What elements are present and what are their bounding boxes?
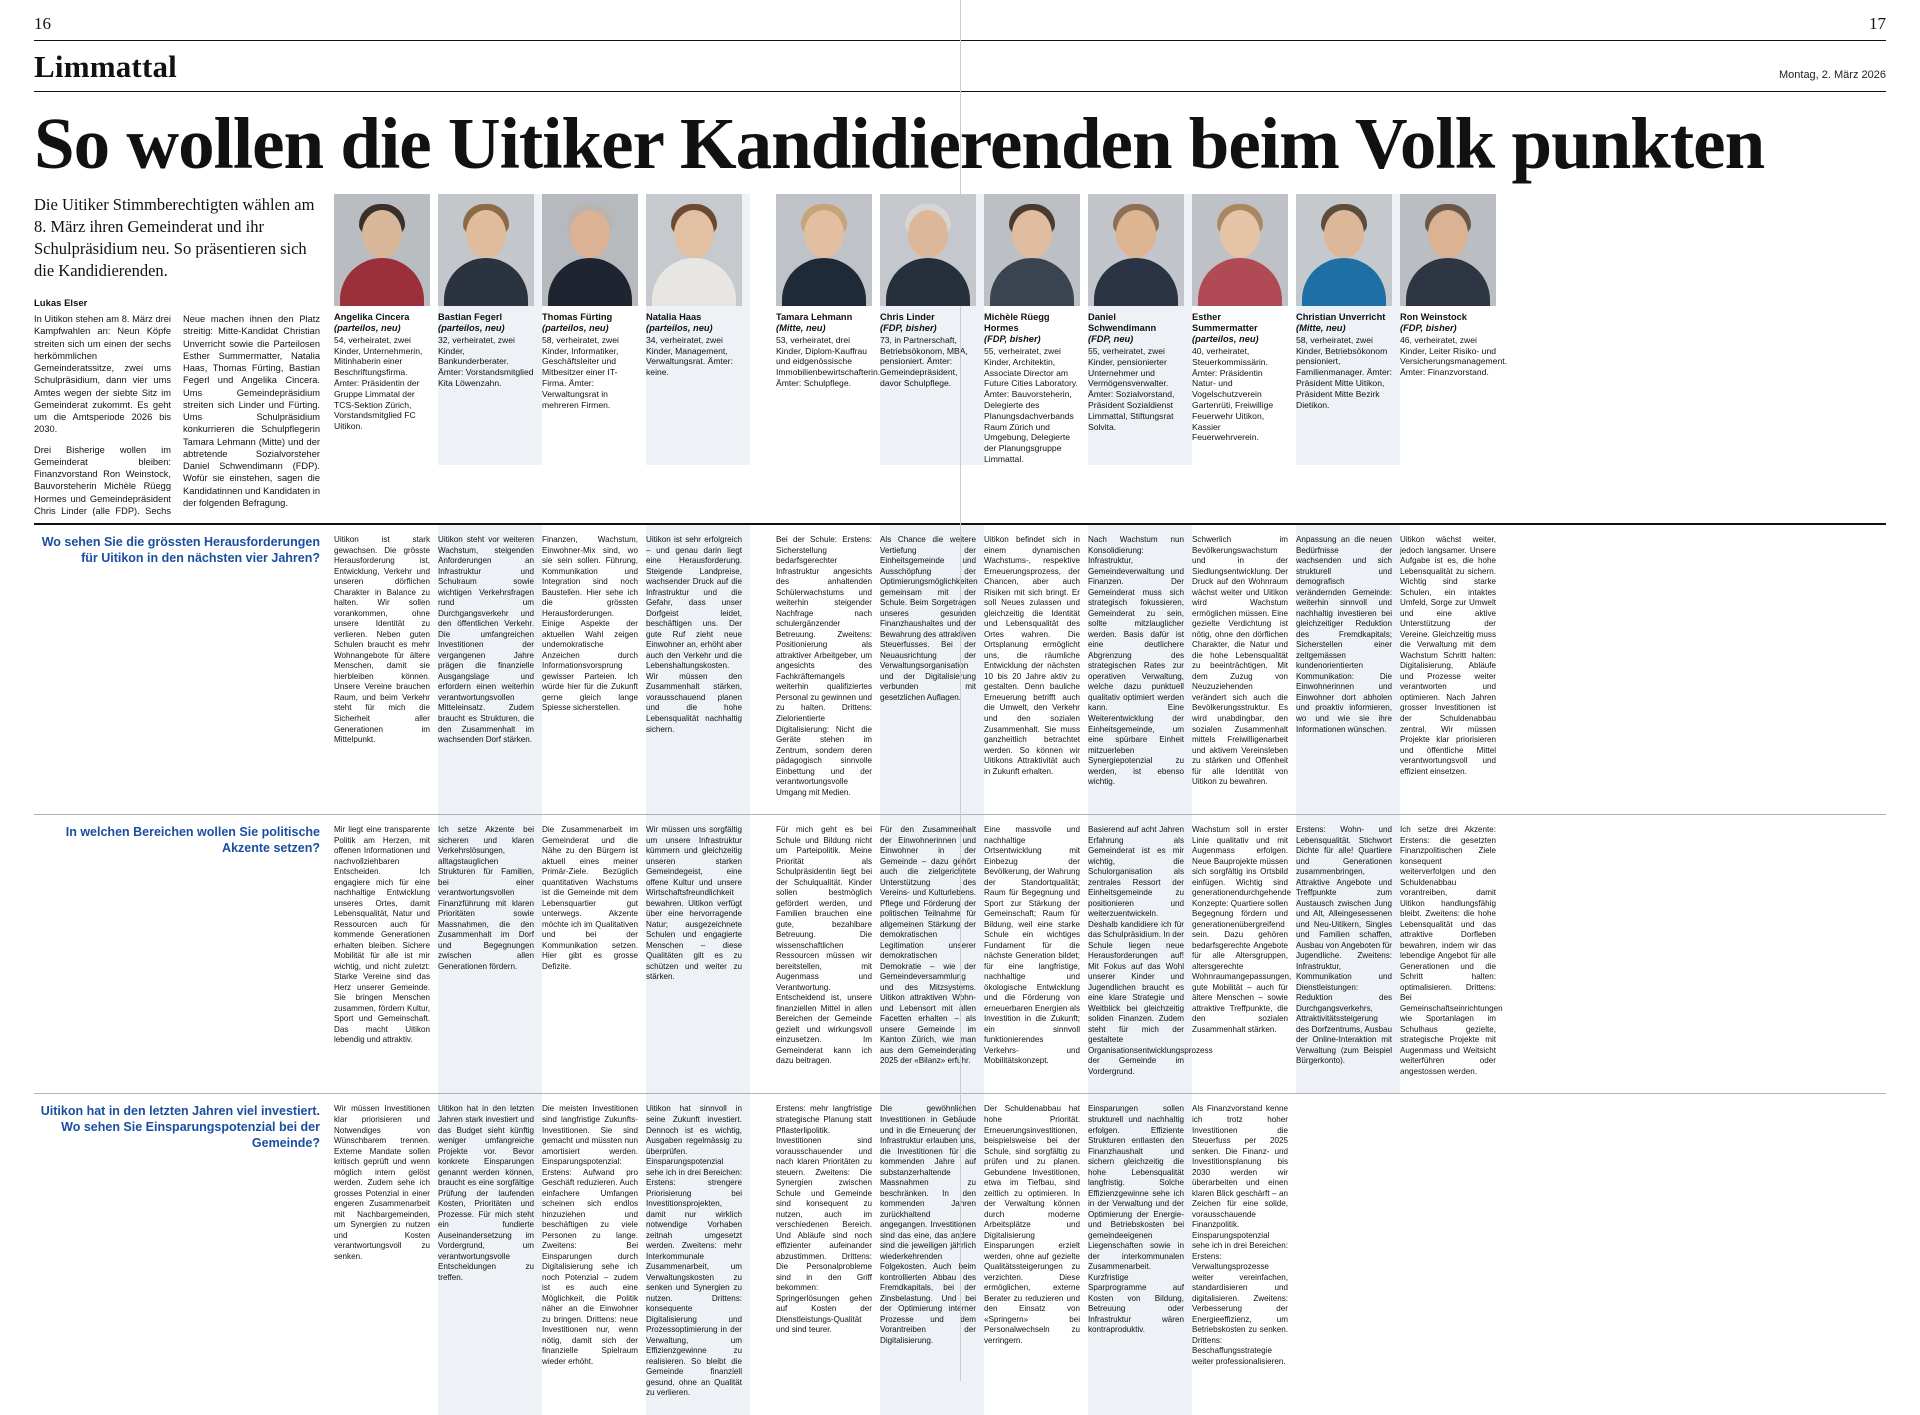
candidate-party: (FDP, bisher) [984,333,1041,344]
folio-left: 16 [34,14,51,33]
answer-cell: Uitikon ist sehr erfolgreich – und genau darin liegt eine Herausforderung. Steigende Landpreise, wachsender Druck auf die Infrastruktur und die Gefahr, dass unser Dorfgeist leidet, beschäftigen uns. Der gute Ruf zieht neue Einwohner an, erhöht aber auch den Verkehr und die Lebenshaltungskosten. Wir müssen den Zusammenhalt stärken, vorausschauend planen und die hohe Lebensqualität nachhaltig sichern. [646,525,750,814]
candidate-photo [776,194,872,306]
answer-cell: Wir müssen Investitionen klar priorisieren und Notwendiges von Wünschbarem trennen. Externe Mandate sollen kritisch geprüft und wenn möglich intern gelöst werden. Zudem sehe ich grosses Potenzial in einer engeren Zusammenarbeit mit Nachbargemeinden, um Synergien zu nutzen und Kosten verantwortungsvoll zu senken. [334,1104,430,1261]
column-gutter [750,194,776,465]
candidate-name: Natalia Haas [646,311,702,322]
candidate-photo [542,194,638,306]
candidate-party: (parteilos, neu) [438,322,505,333]
answer-cell: Uitikon befindet sich in einem dynamischen Wachstums-, respektive Erneuerungsprozess, der Chancen, aber auch Risiken mit sich bringt. Er soll Neues zulassen und gleichzeitig die Identität und Lebensqualität des Ortes wahren. Die Ortsplanung ermöglicht uns, die räumliche Entwicklung der nächsten 10 bis 20 Jahre aktiv zu gestalten. Denn bauliche Erneuerung betrifft auch die Umwelt, den Verkehr und den sozialen Zusammenhalt. Sie muss ganzheitlich betrachtet werden. So können wir Uitikons Attraktivität auch in Zukunft erhalten. [984,535,1080,776]
candidate-bio: 34, verheiratet, zwei Kinder, Management, Verwaltungsrat. Ämter: keine. [646,334,733,378]
answer-cell: Wir müssen uns sorgfältig um unsere Infrastruktur kümmern und gleichzeitig unseren starken Gemeindegeist, eine offene Kultur und unsere Wirtschaftsfreundlichkeit bewahren. Uitikon verfügt über eine hervorragende Natur; ausgezeichnete Schulen und engagierte Menschen – diese Qualitäten gilt es zu schützen und weiter zu stärken. [646,815,750,1093]
answer-cell: Als Finanzvorstand kenne ich trotz hoher Investitionen die Steuerfuss per 2025 senken. Die Finanz- und Investitionsplanung bis 2030 werden wir überarbeiten und einen klaren Blick geschärft – an Zeichen für eine solide, vorausschauende Finanzpolitik. Einsparungspotenzial sehe ich in drei Bereichen: Erstens: Verwaltungsprozesse weiter vereinfachen, standardisieren und digitalisieren. Zweitens: Verbesserung der Energieeffizienz, um Betriebskosten zu senken. Drittens: Beschaffungsstrategie weiter professionalisieren. [1192,1104,1288,1366]
answer-cell: Uitikon steht vor weiteren Wachstum, steigenden Anforderungen an Infrastruktur und Schulraum sowie wichtigen Verkehrsfragen rund um Durchgangsverkehr und den öffentlichen Verkehr. Die umfangreichen Investitionen der vergangenen Jahre prägen die finanzielle Ausgangslage und erfordern einen weiterhin verantwortungsvollen Mitteleinsatz. Zudem braucht es Strukturen, die den Zusammenhalt im wachsenden Dorf stärken. [438,525,542,814]
candidate-party: (Mitte, neu) [1296,322,1346,333]
answer-cell: Bei der Schule: Erstens: Sicherstellung bedarfsgerechter Infrastruktur angesichts des anhaltenden Schülerwachstums und weiterhin steigender Nachfrage nach schulergänzender Betreuung. Zweitens: Positionierung als attraktiver Arbeitgeber, um angesichts des Fachkräftemangels weiterhin qualifiziertes Personal zu gewinnen und zu halten. Drittens: Zielorientierte Digitalisierung: Nicht die Geräte stehen im Zentrum, sondern deren pädagogisch sinnvolle Einbettung und der verantwortungsvolle Umgang mit Medien. [776,535,872,797]
candidate-name: Esther Summermatter [1192,311,1258,333]
candidate-bio: 54, verheiratet, zwei Kinder, Unternehmerin, Mitinhaberin einer Beschriftungsfirma. Ämter: Präsidentin der Gruppe Limmatal der TCS-Sektion Zürich, Vorstandsmitglied FC Uitikon. [334,334,423,432]
answer-cell: Basierend auf acht Jahren Erfahrung als Gemeinderat ist es mir wichtig, die Schulorganisation als zentrales Ressort der Einheitsgemeinde zu positionieren und weiterzuentwickeln. Deshalb kandidiere ich für das Schulpräsidium. In der Schule liegen neue Herausforderungen auf! Mit Fokus auf das Wohl unserer Kinder und Jugendlichen braucht es eine klare Strategie und Weitblick bei gleichzeitig soliden Finanzen. Zudem steht für mich der gestaltete Organisationsentwicklungsprozess der Gemeinde im Vordergrund. [1088,815,1192,1093]
issue-date: Montag, 2. März 2026 [1778,69,1886,81]
candidate-photo [880,194,976,306]
answer-cell: Für mich geht es bei Schule und Bildung nicht um Parteipolitik. Meine Priorität als Schulpräsidentin liegt bei der Schulqualität. Kinder sollen bestmöglich gefördert werden, und Familien brauchen eine gute, bezahlbare Betreuung. Die wissenschaftlichen Ressourcen müssen wir bereitstellen, mit Augenmass und Verantwortung. Entscheidend ist, unsere finanziellen Mittel in allen Bereichen der Gemeinde gezielt und wirkungsvoll einzusetzen. Im Gemeinderat kann ich dazu beitragen. [776,825,872,1066]
intro-paragraph-2: Drei Bisherige wollen im Gemeinderat bleiben: Finanzvorstand Ron Weinstock, Bauvorsteherin Michèle Rüegg Hormes und Gemeindepräsident Chris Linder (alle FDP). Sechs Neue machen ihnen den Platz streitig: Mitte-Kandidat Christian Unverricht sowie die Parteilosen Esther Summermatter, Natalia Haas, Thomas Fürting, Bastian Fegerl und Angelika Cincera. Ums Gemeindepräsidium streiten sich Linder und Fürting. Ums Schulpräsidium konkurrieren die Schulpflegerin Tamara Lehmann (Mitte) und der abtretende Sozialvorsteher Daniel Schwendimann (FDP). Wofür sie einstehen, sagen die Kandidatinnen und Kandidaten in der folgenden Befragung. [34,313,320,516]
candidate-party: (parteilos, neu) [542,322,609,333]
candidate-photo [334,194,430,306]
intro-paragraph-1: In Uitikon stehen am 8. März drei Kampfwahlen an: Neun Köpfe streiten sich um einen der sechs herkömmlichen Gemeinderatssitze, zwei ums Schulpräsidium, dann vier ums Amtes wegen der siebte Sitz im Gemeinderat zukommt. Es geht um die Amtsperiode 2026 bis 2030. [34,313,171,435]
candidate-card [1088,194,1192,465]
candidate-name: Daniel Schwendimann [1088,311,1157,333]
section-title: Limmattal [34,49,177,84]
candidate-photo [1088,194,1184,306]
candidate-card [1192,194,1296,465]
intro-column [34,194,334,518]
candidate-bio: 55, verheiratet, zwei Kinder, pensionierter Unternehmer und Vermögensverwalter. Ämter: Sozialvorstand, Präsident Sozialdienst Limmattal, Stiftungsrat Solvita. [1088,345,1175,432]
candidate-photo [1400,194,1496,306]
candidate-party: (parteilos, neu) [646,322,713,333]
candidate-card [1400,194,1508,465]
candidate-card [984,194,1088,465]
answer-cell: Für den Zusammenhalt der Einwohnerinnen und Einwohner in der Gemeinde – dazu gehört auch die zielgerichtete Unterstützung des Vereins- und Kulturlebens. Pflege und Förderung der politischen Teilnahme für allgemeinen Stärkung der demokratischen Legitimation unserer demokratischen Demokratie – wie der Gemeindeversammlung und des Mitzsystems. Uitikon attraktiven Wohn- und Lebensort mit allen Facetten erhalten – als unsere Gemeinde im Kanton Zürich, wie man aus dem Gemeinderating 2025 der «Bilanz» erfuhr. [880,815,984,1093]
candidate-photo [984,194,1080,306]
candidate-party: (FDP, bisher) [880,322,937,333]
candidate-party: (FDP, neu) [1088,333,1134,344]
question-label: Wo sehen Sie die grössten Herausforderungen für Uitikon in den nächsten vier Jahren? [41,535,320,565]
answer-row [334,815,1886,1093]
candidate-bio: 73, in Partnerschaft, Betriebsökonom, MBA, pensioniert. Ämter: Gemeindepräsident, davor Schulpflege. [880,334,968,388]
intro-lead: Die Uitiker Stimmberechtigten wählen am 8. März ihren Gemeinderat und ihr Schulpräsidium neu. So präsentieren sich die Kandidierenden. [34,194,315,280]
answer-cell: Uitikon wächst weiter, jedoch langsamer. Unsere Aufgabe ist es, die hohe Lebensqualität zu sichern. Wichtig sind starke Schulen, ein intaktes Umfeld, Sorge zur Umwelt und eine aktive Unterstützung der Vereine. Gleichzeitig muss die Verwaltung mit dem Wachstum Schritt halten: Digitalisierung, Abläufe und Prozesse weiter verantworten und optimieren. Nach Jahren grosser Investitionen ist der Schuldenabbau zentral. Wir müssen Projekte klar priorisieren und öffentliche Mittel verantwortungsvoll und effizient einsetzen. [1400,535,1496,776]
answer-cell: Die gewöhnlichen Investitionen in Gebäude und in die Erneuerung der Infrastruktur erlauben uns, die Investitionen für die kommenden Jahre auf substanzerhaltende Massnahmen zu beschränken. In den kommenden Jahren zurückhaltend angegangen. Investitionen sind das eine, das andere sind die jeweiligen jährlich wiederkehrenden Folgekosten. Auch beim kontrollierten Abbau des Fremdkapitals, bei der Zinsbelastung. Und bei der Optimierung interner Prozesse und dem Vorantreiben der Digitalisierung. [880,1094,984,1414]
candidate-party: (parteilos, neu) [334,322,401,333]
column-gutter [750,815,776,1093]
answer-cell: Anpassung an die neuen Bedürfnisse der wachsenden und sich strukturell und demografisch verändernden Gemeinde: weiterhin sinnvoll und nachhaltig investieren bei gleichzeitiger Reduktion des Fremdkapitals; Sicherstellen einer zeitgemässen kundenorientierten Kommunikation: Die Einwohnerinnen und Einwohner dort abholen und proaktiv informieren, wo und wie sie ihre Informationen wünschen. [1296,525,1400,814]
candidate-name: Thomas Fürting [542,311,613,322]
answer-cell: Die meisten Investitionen sind langfristige Zukunfts-Investitionen. Sie sind gemacht und müssten nun amortisiert werden. Einsparungspotenzial: Erstens: Aufwand pro Geschäft reduzieren. Auch einfachere Umfangen scheinen sich endlos hinzuziehen und beschäftigen zu viele Personen zu lange. Zweitens: Bei Einsparungen durch Digitalisierung sehe ich noch Potenzial – zudem ist es auch eine Möglichkeit, die Politik näher an die Einwohner zu bringen. Drittens: neue Investitionen nur, wenn nötig, damit sich der finanzielle Spielraum wieder erhöht. [542,1104,638,1366]
answer-cell: Uitikon hat in den letzten Jahren stark investiert und das Budget sieht künftig weniger umfangreiche Projekte vor. Bevor konkrete Einsparungen genannt werden können, braucht es eine sorgfältige Prüfung der laufenden Kosten, Prioritäten und Prozesse. Für mich steht ein fundierte Auseinandersetzung im Vordergrund, um verantwortungsvolle Entscheidungen zu treffen. [438,1094,542,1414]
answer-cell: Als Chance die weitere Vertiefung der Einheitsgemeinde und Ausschöpfung der Optimierungsmöglichkeiten gemeinsam mit der Schule. Beim Sorgetragen unseres gesunden Finanzhaushaltes und der Bewahrung des attraktiven Steuerfusses. Bei der Neuausrichtung der Verwaltungsorganisation und der Digitalisierung verbunden mit gesetzlichen Auflagen. [880,525,984,814]
answer-row [334,1094,1886,1414]
answer-cell: Ich setze drei Akzente: Erstens: die gesetzten Finanzpolitischen Ziele konsequent weiterverfolgen und den Schuldenabbau vorantreiben, damit Uitikon handlungsfähig bleibt. Zweitens: die hohe Lebensqualität und das attraktive Dorfleben bewahren, indem wir das lebendige Angebot für alle Generationen und die Schritt halten: optimalisieren. Drittens: Bei Gemeinschaftseinrichtungen wie Sportanlagen im Schulhaus gezielte, strategische Projekte mit Augenmass und Weitsicht weiterführen oder angestossen werden. [1400,825,1503,1076]
candidate-photo [646,194,742,306]
candidate-bio: 40, verheiratet, Steuerkommissärin. Ämter: Präsidentin Natur- und Vogelschutzverein Gartenrüti, Freiwillige Feuerwehr Uitikon, Kassier Feuerwehrverein. [1192,345,1274,443]
question-label: Uitikon hat in den letzten Jahren viel investiert. Wo sehen Sie Einsparungspotenzial bei der Gemeinde? [40,1104,320,1150]
answer-cell: Erstens: mehr langfristige strategische Planung statt Pflasterlipolitik. Investitionen sind vorausschauender und nach klaren Prioritäten zu steuern. Zweitens: Die Synergien zwischen Schule und Gemeinde sind konsequent zu nutzen, auch im verschiedenen Bereich. Und Abläufe sind noch effizienter aufeinander abzustimmen. Drittens: Die Personalprobleme sind in den Griff bekommen: Springerlösungen gehen auf Kosten der Dienstleistungs-Qualität und sind teurer. [776,1104,872,1335]
answer-cell: Die Zusammenarbeit im Gemeinderat und die Nähe zu den Bürgern ist aktuell eines meiner Primär-Ziele. Bezüglich quantitativen Wachstums ist die Gemeinde mit dem Lebensquartier gut unterwegs. Akzente möchte ich im Qualitativen und bei der Kommunikation setzen. Hier gibt es grosse Defizite. [542,825,638,971]
candidate-photo [1192,194,1288,306]
candidate-card [334,194,438,465]
candidate-photo [1296,194,1392,306]
candidate-bio: 53, verheiratet, drei Kinder, Diplom-Kauffrau und eidgenössische Immobilienbewirtschafterin. Ämter: Schulpflege. [776,334,881,388]
candidate-card [1296,194,1400,465]
candidate-bio: 46, verheiratet, zwei Kinder, Leiter Risiko- und Versicherungsmanagement. Ämter: Finanzvorstand. [1400,334,1508,378]
answer-cell: Mir liegt eine transparente Politik am Herzen, mit offenen Informationen und nachvollziehbaren Entscheiden. Ich engagiere mich für eine nachhaltige Entwicklung unseres Ortes, damit Lebensqualität, Natur und Ressourcen auch für kommende Generationen erhalten bleiben. Sichere Mobilität für alle ist mir wichtig, und nicht zuletzt: Starke Vereine sind das Herz unserer Gemeinde. Sie bringen Menschen zusammen, fördern Kultur, Sport und Gemeinschaft. Das macht Uitikon lebendig und attraktiv. [334,825,430,1045]
answer-cell: Nach Wachstum nun Konsolidierung: Infrastruktur, Gemeindeverwaltung und Finanzen. Der Gemeinderat muss sich strategisch fokussieren, Gemeinderat zu sein, sollte mitzlauglicher werden. Basis dafür ist eine deutlichere Abgrenzung des strategischen Rates zur operativen Verwaltung, welche dazu punktuell qualitativ optimiert werden kann. Eine Weiterentwicklung der Einheitsgemeinde, um eine spürbare Einheit mitzuerleben Synergiepotenzial zu werden, ist ebenso wichtig. [1088,525,1192,814]
answer-cell: Uitikon hat sinnvoll in seine Zukunft investiert. Dennoch ist es wichtig, Ausgaben regelmässig zu überprüfen. Einsparungspotenzial sehe ich in drei Bereichen: Erstens: strengere Priorisierung bei Investitionsprojekten, damit nur wirklich notwendige Vorhaben zeitnah umgesetzt werden. Zweitens: mehr Interkommunale Zusammenarbeit, um Verwaltungskosten zu senken und Synergien zu nutzen. Drittens: konsequente Digitalisierung und Prozessoptimierung in der Verwaltung, um Effizienzgewinne zu realisieren. So bleibt die Gemeinde finanziell gesund, ohne an Qualität zu verlieren. [646,1094,750,1414]
candidate-bio: 58, verheiratet, zwei Kinder, Betriebsökonom pensioniert, Familienmanager. Ämter: Präsident Mitte Uitikon, Präsident Mitte Bezirk Dietikon. [1296,334,1392,410]
candidate-card [438,194,542,465]
answer-cell: Wachstum soll in erster Linie qualitativ und mit Augenmass erfolgen. Neue Bauprojekte müssen sich sorgfältig ins Ortsbild einfügen. Wichtig sind generationendurchgehende Konzepte: Quartiere sollen Begegnung fördern und generationenübergreifend sein. Dazu gehören bedarfsgerechte Angebote für alle Altersgruppen, altersgerechte Wohnraumangepassungen, gute Mobilität – auch für ältere Menschen – sowie attraktive Treffpunkte, die den sozialen Zusammenhalt stärken. [1192,825,1292,1034]
answer-cell: Erstens: Wohn- und Lebensqualität. Stichwort Dichte für alle! Quartiere und Generationen zusammenbringen, Attraktive Angebote und Treffpunkte zum Austausch zwischen Jung und Alt, Alleingesessenen und Neu-Uitikern, Singles und Familien schaffen, Ausbau von Angeboten für Jugendliche. Zweitens: Infrastruktur, Kommunikation und Dienstleistungen: Reduktion des Durchgangsverkehrs, Attraktivitätssteigerung des Dorfzentrums, Ausbau der Online-Interaktion mit Verwaltung (zum Beispiel Bürgerkonto). [1296,815,1400,1093]
candidate-portrait-strip [334,194,1886,465]
column-gutter [750,1094,776,1414]
candidate-name: Tamara Lehmann [776,311,853,322]
answer-cell: Ich setze Akzente bei sicheren und klaren Verkehrslösungen, alltagstauglichen Strukturen für Familien, bei einer verantwortungsvollen Finanzführung mit klaren Prioritäten sowie Massnahmen, die den Zusammenhalt im Dorf und Begegnungen zwischen allen Generationen fördern. [438,815,542,1093]
candidate-bio: 58, verheiratet, zwei Kinder, Informatiker, Geschäftsleiter und Mitbesitzer einer IT-Firma. Ämter: Verwaltungsrat in mehreren Firmen. [542,334,619,410]
answer-cell: Eine massvolle und nachhaltige Ortsentwicklung mit Einbezug der Bevölkerung, der Wahrung der Standortqualität; Raum für Begegnung und Sport zur Stärkung der Gemeinschaft; Raum für Bildung, weil eine starke Schule ein wichtiges Fundament für die nächste Generation bildet; für eine langfristige, nachhaltige und ökologische Entwicklung und die Förderung von erneuerbaren Energien als Investition in die Zukunft; ein sinnvoll funktionierendes Verkehrs- und Mobilitätskonzept. [984,825,1080,1066]
intro-body [34,313,320,517]
column-gutter [750,525,776,814]
candidate-name: Michèle Rüegg Hormes [984,311,1050,333]
candidate-name: Ron Weinstock [1400,311,1467,322]
candidate-bio: 32, verheiratet, zwei Kinder, Bankunderberater. Ämter: Vorstandsmitglied Kita Löwenzahn. [438,334,534,388]
page-headline: So wollen die Uitiker Kandidierenden beim Volk punkten [34,103,1765,184]
answer-cell: Schwerlich im Bevölkerungswachstum und in der Siedlungsentwicklung. Der Druck auf den Wohnraum wächst weiter und Uitikon wird Wachstum ermöglichen müssen. Eine gezielte Verdichtung ist nötig, ohne den dörflichen Charakter, die Natur und die hohe Lebensqualität zu beeinträchtigen. Mit dem Zuzug von Neuzuziehenden verändert sich auch die Bevölkerungsstruktur. Es wird unabdingbar, den sozialen Zusammenhalt mittels Freiwilligenarbeit und aktivem Vereinsleben zu stärken und Offenheit für alle Identität von Uitikon zu bewahren. [1192,535,1288,787]
candidate-card [880,194,984,465]
candidate-bio: 55, verheiratet, zwei Kinder, Architektin, Associate Director am Future Cities Laboratory. Ämter: Bauvorsteherin, Delegierte des Planungsdachverbands Raum Zürich und Umgebung, Delegierte der Planungsgruppe Limmattal. [984,345,1078,465]
question-label: In welchen Bereichen wollen Sie politische Akzente setzen? [65,825,320,855]
answer-row [334,525,1886,814]
candidate-photo [438,194,534,306]
candidate-name: Bastian Fegerl [438,311,503,322]
folio-right: 17 [1869,14,1886,33]
candidate-party: (Mitte, neu) [776,322,826,333]
candidate-party: (parteilos, neu) [1192,333,1259,344]
answer-cell: Der Schuldenabbau hat hohe Priorität. Erneuerungsinvestitionen, beispielsweise bei der Schule, sind sorgfältig zu prüfen und zu planen. Gebundene Investitionen, etwa im Tiefbau, sind zeitlich zu optimieren. In der Verwaltung können durch moderne Arbeitsplätze und Digitalisierung Einsparungen erzielt werden, ohne auf gezielte Qualitätssteigerungen zu verzichten. Diese ermöglichen, externe Berater zu reduzieren und den Einsatz von «Springern» bei Personalwechseln zu verringern. [984,1104,1080,1345]
candidate-name: Christian Unverricht [1296,311,1386,322]
answer-cell: Einsparungen sollen strukturell und nachhaltig erfolgen. Effiziente Strukturen entlasten den Finanzhaushalt und sichern gleichzeitig die hohe Lebensqualität langfristig. Solche Effizienzgewinne sehe ich in der Verwaltung und der Optimierung der Energie- und Betriebskosten bei gemeindeeigenen Liegenschaften sowie in der interkommunalen Zusammenarbeit. Kurzfristige Sparprogramme auf Kosten von Bildung, Betreuung oder Infrastruktur wären kontraproduktiv. [1088,1094,1192,1414]
candidate-party: (FDP, bisher) [1400,322,1457,333]
candidate-card [646,194,750,465]
candidate-card [776,194,880,465]
candidate-name: Angelika Cincera [334,311,410,322]
answer-cell: Uitikon ist stark gewachsen. Die grösste Herausforderung ist, Entwicklung, Verkehr und unseren dörflichen Charakter in Balance zu halten. Wir sollen vorankommen, ohne unsere Identität zu verlieren. Neben guten Schulen braucht es mehr Wohnangebote für ältere Menschen, damit sie hierbleiben können. Unsere Vereine brauchen Raum, und beim Verkehr steht für mich die Sicherheit aller Generationen im Mittelpunkt. [334,535,430,745]
candidate-name: Chris Linder [880,311,935,322]
byline: Lukas Elser [34,297,88,309]
candidate-card [542,194,646,465]
answer-cell: Finanzen, Wachstum, Einwohner-Mix sind, wo sie sein sollen. Führung, Kommunikation und Integration sind noch Baustellen. Hier sehe ich die grössten Herausforderungen. Einige Aspekte der aktuellen Wahl zeigen undemokratische Anzeichen durch Informationsvorsprung gewisser Parteien. Ich würde hier für die Zukunft gerne gleich lange Spiesse sicherstellen. [542,535,638,713]
